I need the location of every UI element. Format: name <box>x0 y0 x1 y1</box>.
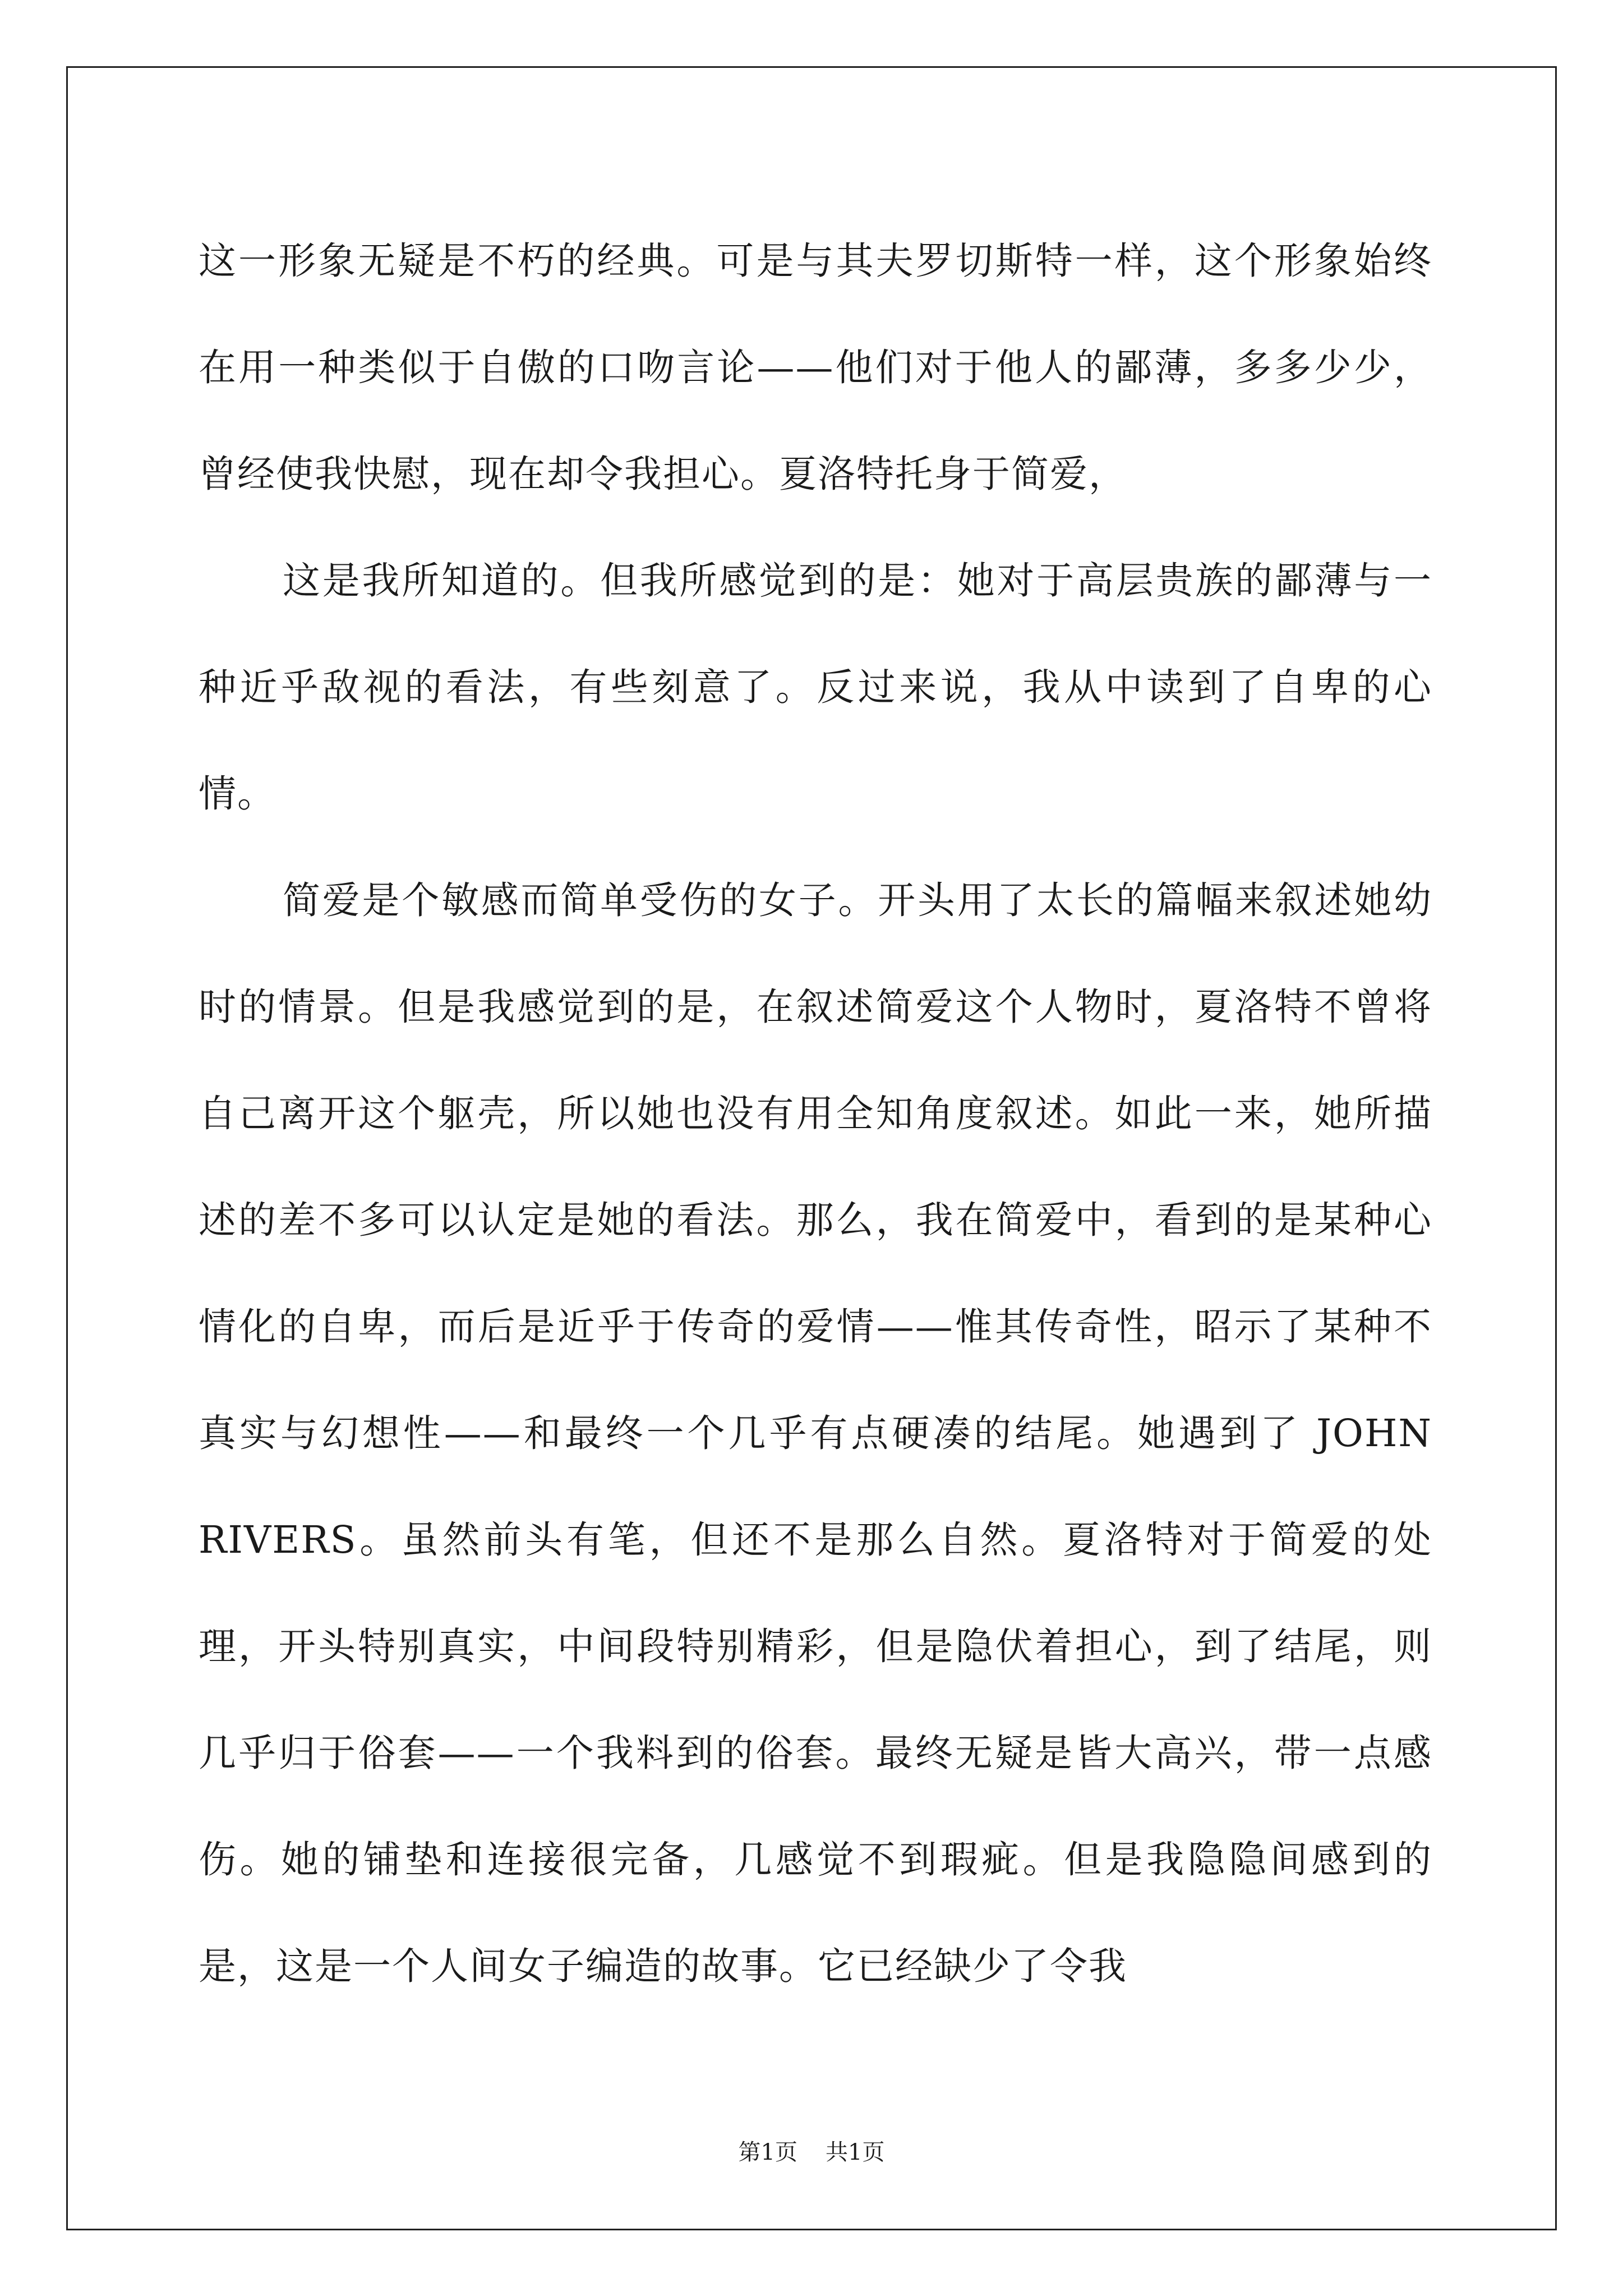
document-body <box>199 208 1432 2019</box>
page-number: 第1页 <box>738 2139 797 2165</box>
paragraph-1: 这一形象无疑是不朽的经典。可是与其夫罗切斯特一样，这个形象始终在用一种类似于自傲的口吻言论——他们对于他人的鄙薄，多多少少，曾经使我快慰，现在却令我担心。夏洛特托身于简爱， <box>199 239 1432 496</box>
paragraph-3: 简爱是个敏感而简单受伤的女子。开头用了太长的篇幅来叙述她幼时的情景。但是我感觉到的是，在叙述简爱这个人物时，夏洛特不曾将自己离开这个躯壳，所以她也没有用全知角度叙述。如此一来，她所描述的差不多可以认定是她的看法。那么，我在简爱中，看到的是某种心情化的自卑，而后是近乎于传奇的爱情——惟其传奇性，昭示了某种不真实与幻想性——和最终一个几乎有点硬凑的结尾。她遇到了 JOHN RIVERS。虽然前头有笔，但还不是那么自然。夏洛特对于简爱的处理，开头特别真实，中间段特别精彩，但是隐伏着担心，到了结尾，则几乎归于俗套——一个我料到的俗套。最终无疑是皆大高兴，带一点感伤。她的铺垫和连接很完备，几感觉不到瑕疵。但是我隐隐间感到的是，这是一个人间女子编造的故事。它已经缺少了令我 <box>199 878 1432 1988</box>
paragraph-2: 这是我所知道的。但我所感觉到的是：她对于高层贵族的鄙薄与一种近乎敌视的看法，有些刻意了。反过来说，我从中读到了自卑的心情。 <box>199 559 1432 816</box>
page-total: 共1页 <box>826 2139 885 2165</box>
page-footer <box>0 2138 1623 2166</box>
